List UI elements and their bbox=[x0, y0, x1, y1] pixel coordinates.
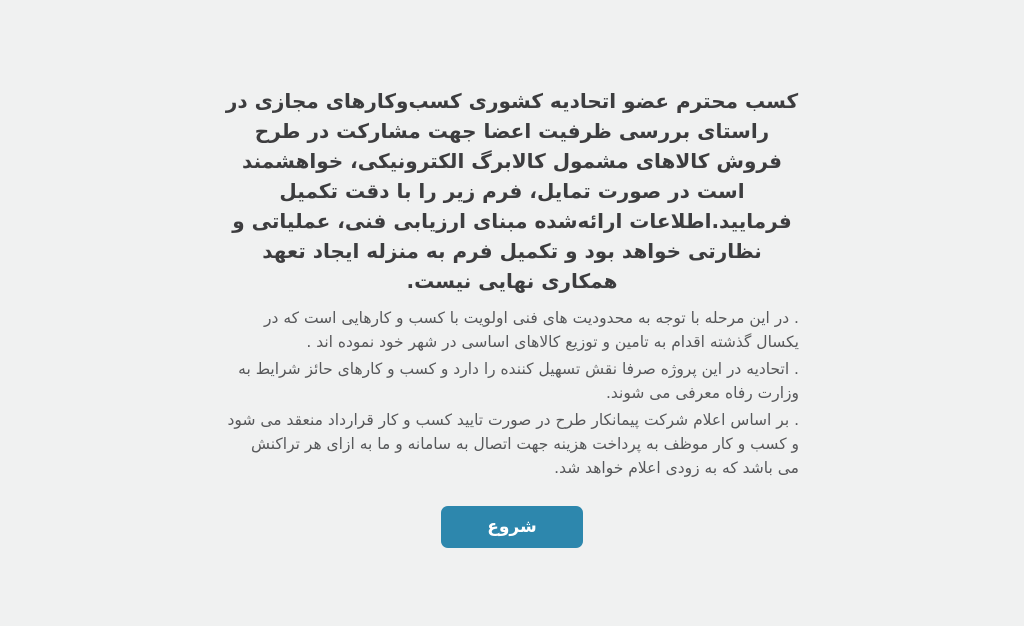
intro-heading: کسب محترم عضو اتحادیه کشوری کسب‌وکارهای مجازی در راستای بررسی ظرفیت اعضا جهت مشارکت در طرح فروش کالاهای مشمول کالابرگ الکترونیکی، خواهشمند است در صورت تمایل، فرم زیر را با دقت تکمیل فرمایید.اطلاعات ارائه‌شده مبنای ارزیابی فنی، عملیاتی و نظارتی خواهد بود و تکمیل فرم به منزله ایجاد تعهد همکاری نهایی نیست. bbox=[225, 89, 799, 293]
note-paragraph-1: . در این مرحله با توجه به محدودیت های فنی اولویت با کسب و کارهایی است که در یکسال گذشته اقدام به تامین و توزیع کالاهای اساسی در شهر خود نموده اند . bbox=[264, 309, 799, 352]
note-paragraph-3: . بر اساس اعلام شرکت پیمانکار طرح در صورت تایید کسب و کار قرارداد منعقد می شود و کسب و کار موظف به پرداخت هزینه جهت اتصال به سامانه و ما به ازای هر تراکنش می باشد که به زودی اعلام خواهد شد. bbox=[227, 411, 799, 478]
start-button[interactable]: شروع bbox=[441, 506, 582, 548]
button-row bbox=[225, 506, 799, 548]
note-paragraph-2: . اتحادیه در این پروژه صرفا نقش تسهیل کننده را دارد و کسب و کارهای حائز شرایط به وزارت رفاه معرفی می شوند. bbox=[238, 360, 799, 403]
intro-content bbox=[225, 0, 799, 548]
